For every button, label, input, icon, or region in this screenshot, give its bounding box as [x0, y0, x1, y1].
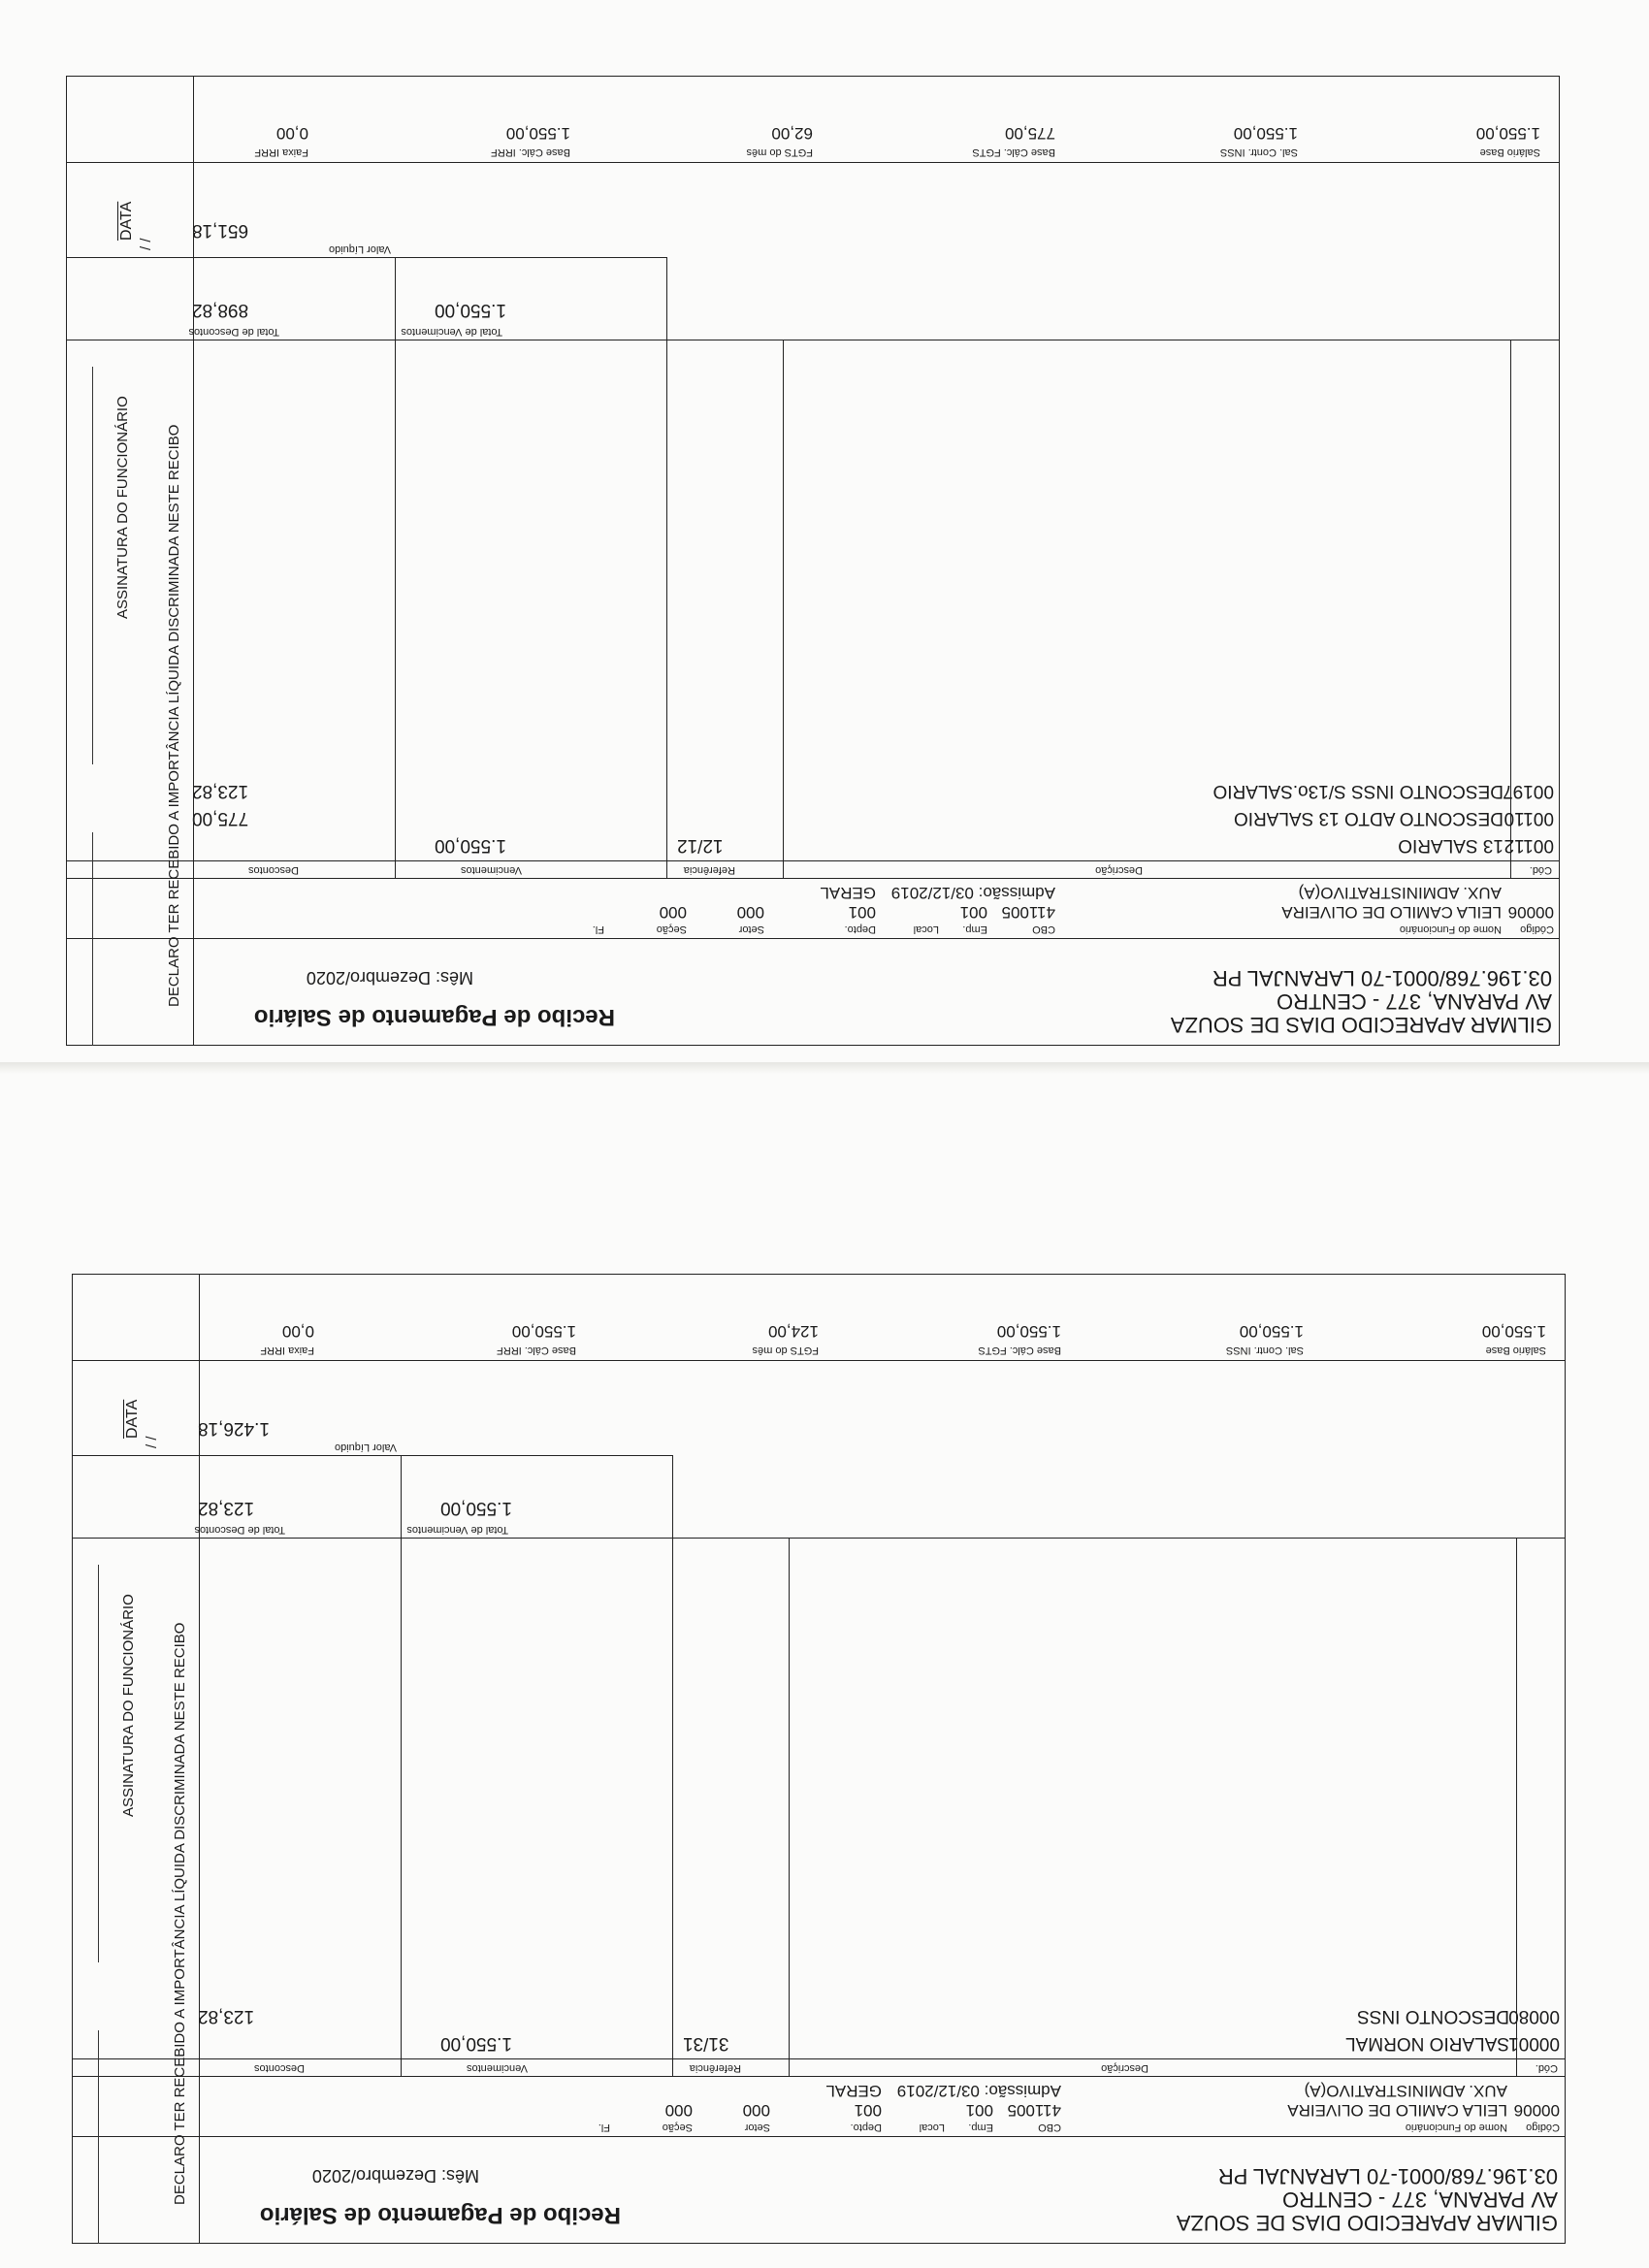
footer-salario-base-label: Salário Base	[1479, 146, 1540, 158]
col-line	[783, 340, 784, 879]
employee-depto: 001	[848, 903, 876, 922]
label-nome: Nome do Funcionário	[1399, 923, 1502, 935]
date-slashes: / /	[138, 238, 154, 250]
item-1-desc: SALARIO NORMAL	[1345, 2033, 1509, 2054]
label-nome: Nome do Funcionário	[1405, 2122, 1507, 2133]
item-3-cod: 00197	[1503, 781, 1554, 801]
col-line	[789, 1539, 790, 2077]
label-setor: Setor	[738, 923, 764, 935]
date-label: DATA	[124, 1399, 141, 1439]
item-2-cod: 00080	[1508, 2006, 1560, 2026]
item-1-venc: 1.550,00	[440, 2033, 512, 2054]
sidebar-line	[199, 1274, 200, 2244]
employee-name: LEILA CAMILO DE OLIVEIRA	[1287, 2101, 1507, 2120]
footer-base-fgts: 1.550,00	[996, 1322, 1061, 1341]
label-fl: Fl.	[598, 2122, 610, 2133]
col-descricao: Descrição	[1095, 864, 1143, 876]
declaration-strip	[164, 1274, 193, 2244]
declaration-text: DECLARO TER RECEBIDO A IMPORTÂNCIA LÍQUIDA DISCRIMINADA NESTE RECIBO	[172, 1622, 188, 2205]
receipt-title: Recibo de Pagamento de Salário	[259, 2202, 621, 2228]
item-2-desc: DESCONTO ADTO 13 SALARIO	[1233, 808, 1504, 828]
divider	[66, 162, 1560, 163]
col-descontos: Descontos	[248, 864, 299, 876]
col-vencimentos: Vencimentos	[467, 2062, 528, 2074]
footer-fgts-mes: 62,00	[771, 124, 813, 143]
signature-strip	[81, 1274, 160, 2244]
label-codigo: Código	[1526, 2122, 1560, 2133]
total-vencimentos: 1.550,00	[440, 1498, 512, 1518]
footer-faixa-irrf: 0,00	[275, 124, 308, 143]
footer-fgts-mes-label: FGTS do mês	[746, 146, 813, 158]
label-valor-liquido: Valor Líquido	[334, 1442, 397, 1453]
footer-base-irrf: 1.550,00	[511, 1322, 576, 1341]
footer-sal-inss: 1.550,00	[1233, 124, 1298, 143]
employee-secao: 000	[664, 2101, 693, 2120]
company-address: AV PARANA, 377 - CENTRO	[1281, 2187, 1558, 2212]
salary-receipt-1	[66, 76, 1560, 1046]
divider	[66, 257, 667, 258]
divider	[66, 878, 1560, 879]
company-block	[1177, 2164, 1558, 2234]
employee-secao: 000	[659, 903, 687, 922]
label-emp: Emp.	[968, 2122, 993, 2133]
item-2-cod: 00110	[1504, 808, 1554, 828]
divider	[72, 1360, 1566, 1361]
receipt-month: Mês: Dezembro/2020	[311, 2166, 479, 2186]
sheet-separator	[0, 1062, 1649, 1074]
employee-code: 00006	[1507, 903, 1554, 922]
col-referencia: Referência	[689, 2062, 741, 2074]
employee-admission: Admissão: 03/12/2019	[890, 884, 1055, 902]
label-secao: Seção	[656, 923, 687, 935]
date-label: DATA	[118, 201, 135, 241]
label-depto: Depto.	[850, 2122, 882, 2133]
employee-role: AUX. ADMINISTRATIVO(A)	[1298, 884, 1502, 902]
footer-fgts-mes-label: FGTS do mês	[752, 1345, 819, 1356]
employee-cbo: 411005	[1001, 903, 1055, 922]
employee-emp: 001	[965, 2101, 993, 2120]
footer-base-irrf-label: Base Cálc. IRRF	[497, 1345, 576, 1356]
receipt-month: Mês: Dezembro/2020	[306, 968, 473, 988]
col-descricao: Descrição	[1101, 2062, 1148, 2074]
col-referencia: Referência	[683, 864, 735, 876]
signature-label: ASSINATURA DO FUNCIONÁRIO	[114, 396, 131, 619]
salary-receipt-2	[72, 1274, 1566, 2244]
company-cnpj-city: 03.196.768/0001-70 LARANJAL PR	[1217, 2164, 1558, 2188]
label-total-desc: Total de Descontos	[188, 326, 279, 338]
label-total-desc: Total de Descontos	[194, 1524, 285, 1536]
label-setor: Setor	[744, 2122, 770, 2133]
label-local: Local	[913, 923, 939, 935]
employee-code: 00006	[1513, 2101, 1560, 2120]
divider	[72, 2076, 1566, 2077]
col-line	[401, 1456, 402, 2077]
label-cbo: CBO	[1038, 2122, 1061, 2133]
company-name: GILMAR APARECIDO DIAS DE SOUZA	[1170, 1013, 1552, 1037]
col-line	[1516, 1539, 1517, 2077]
footer-base-fgts-label: Base Cálc. FGTS	[978, 1345, 1061, 1356]
item-1-venc: 1.550,00	[435, 835, 506, 856]
footer-base-fgts: 775,00	[1005, 124, 1055, 143]
receipt-title: Recibo de Pagamento de Salário	[253, 1004, 615, 1030]
label-total-venc: Total de Vencimentos	[401, 326, 502, 338]
footer-base-irrf: 1.550,00	[505, 124, 570, 143]
employee-depto-name: GERAL	[825, 2082, 882, 2100]
total-vencimentos: 1.550,00	[435, 300, 506, 320]
footer-sal-inss: 1.550,00	[1239, 1322, 1304, 1341]
label-cbo: CBO	[1032, 923, 1055, 935]
col-cod: Cód.	[1535, 2062, 1558, 2074]
col-line	[672, 1456, 673, 2077]
employee-admission: Admissão: 03/12/2019	[896, 2082, 1061, 2100]
footer-base-fgts-label: Base Cálc. FGTS	[972, 146, 1055, 158]
date-slashes: / /	[144, 1436, 160, 1448]
col-line	[395, 258, 396, 879]
footer-sal-inss-label: Sal. Contr. INSS	[1219, 146, 1298, 158]
declaration-text: DECLARO TER RECEBIDO A IMPORTÂNCIA LÍQUIDA DISCRIMINADA NESTE RECIBO	[166, 424, 182, 1007]
employee-emp: 001	[959, 903, 987, 922]
label-emp: Emp.	[962, 923, 987, 935]
divider	[72, 2058, 1566, 2059]
label-codigo: Código	[1520, 923, 1554, 935]
company-cnpj-city: 03.196.768/0001-70 LARANJAL PR	[1212, 966, 1552, 990]
item-1-ref: 12/12	[677, 835, 724, 856]
footer-fgts-mes: 124,00	[768, 1322, 819, 1341]
col-vencimentos: Vencimentos	[461, 864, 522, 876]
col-cod: Cód.	[1529, 864, 1552, 876]
label-fl: Fl.	[592, 923, 604, 935]
employee-name: LEILA CAMILO DE OLIVEIRA	[1281, 903, 1502, 922]
col-line	[666, 258, 667, 879]
item-1-cod: 00112	[1504, 835, 1554, 856]
valor-liquido: 1.426,18	[198, 1418, 270, 1439]
divider	[72, 1538, 1566, 1539]
col-descontos: Descontos	[254, 2062, 305, 2074]
label-total-venc: Total de Vencimentos	[406, 1524, 508, 1536]
item-1-desc: 13 SALARIO	[1398, 835, 1504, 856]
label-secao: Seção	[662, 2122, 693, 2133]
employee-depto: 001	[854, 2101, 882, 2120]
item-3-desc: DESCONTO INSS S/13o.SALARIO	[1212, 781, 1504, 801]
divider	[72, 1455, 673, 1456]
item-2-desc-value: 775,00	[192, 808, 249, 828]
company-name: GILMAR APARECIDO DIAS DE SOUZA	[1176, 2211, 1558, 2235]
footer-salario-base-label: Salário Base	[1485, 1345, 1546, 1356]
signature-strip	[76, 76, 154, 1046]
valor-liquido: 651,18	[192, 220, 249, 241]
employee-depto-name: GERAL	[820, 884, 876, 902]
footer-faixa-irrf-label: Faixa IRRF	[260, 1345, 314, 1356]
signature-label: ASSINATURA DO FUNCIONÁRIO	[120, 1594, 137, 1817]
employee-setor: 000	[736, 903, 764, 922]
item-2-desc-value: 123,82	[198, 2006, 255, 2026]
divider	[72, 2136, 1566, 2137]
declaration-strip	[158, 76, 187, 1046]
footer-salario-base: 1.550,00	[1475, 124, 1540, 143]
item-2-desc: DESCONTO INSS	[1357, 2006, 1509, 2026]
footer-salario-base: 1.550,00	[1481, 1322, 1546, 1341]
item-1-cod: 00001	[1508, 2033, 1560, 2054]
label-local: Local	[919, 2122, 945, 2133]
employee-cbo: 411005	[1007, 2101, 1061, 2120]
divider	[66, 938, 1560, 939]
footer-faixa-irrf: 0,00	[281, 1322, 314, 1341]
footer-base-irrf-label: Base Cálc. IRRF	[491, 146, 570, 158]
sidebar-line	[193, 76, 194, 1046]
total-descontos: 123,82	[198, 1498, 255, 1518]
label-depto: Depto.	[844, 923, 876, 935]
total-descontos: 898,82	[192, 300, 249, 320]
item-1-ref: 31/31	[683, 2033, 729, 2054]
footer-faixa-irrf-label: Faixa IRRF	[254, 146, 308, 158]
employee-role: AUX. ADMINISTRATIVO(A)	[1304, 2082, 1507, 2100]
divider	[66, 860, 1560, 861]
label-valor-liquido: Valor Líquido	[328, 243, 391, 255]
footer-sal-inss-label: Sal. Contr. INSS	[1225, 1345, 1304, 1356]
company-block	[1171, 966, 1552, 1036]
item-3-desc-value: 123,82	[192, 781, 249, 801]
employee-setor: 000	[742, 2101, 770, 2120]
company-address: AV PARANA, 377 - CENTRO	[1276, 989, 1552, 1014]
